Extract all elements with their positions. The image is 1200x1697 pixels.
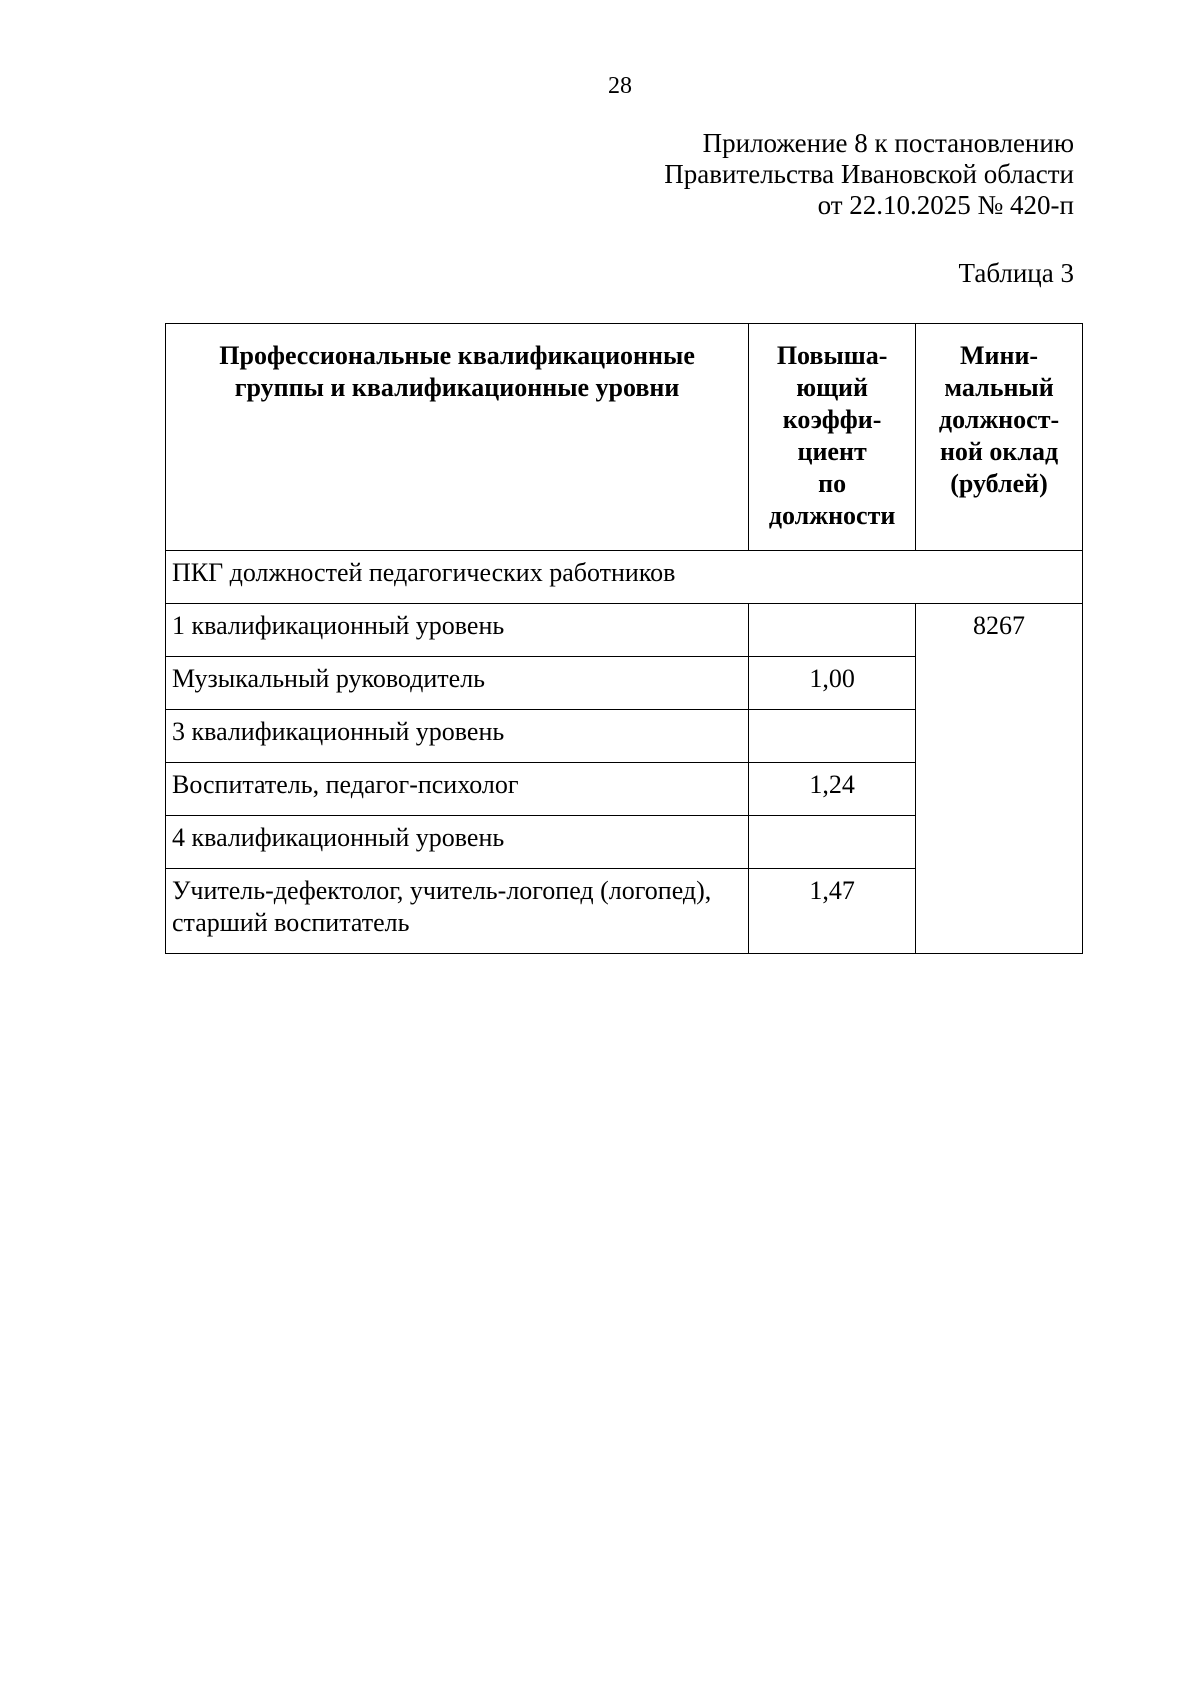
appendix-line-1: Приложение 8 к постановлению (702, 128, 1074, 158)
row-coefficient: 1,47 (749, 869, 916, 954)
row-name: 4 квалификационный уровень (166, 816, 749, 869)
table-label: Таблица 3 (958, 258, 1074, 288)
page-number: 28 (608, 73, 632, 99)
row-name: Воспитатель, педагог-психолог (166, 763, 749, 816)
row-name: 3 квалификационный уровень (166, 710, 749, 763)
header-qualification-groups: Профессиональные квалификационные группы и квалификационные уровни (166, 324, 749, 551)
row-name: 1 квалификационный уровень (166, 604, 749, 657)
table-header-row (166, 324, 1083, 551)
row-coefficient: 1,00 (749, 657, 916, 710)
row-coefficient (749, 710, 916, 763)
group-title-row (166, 551, 1083, 604)
table-row (166, 604, 1083, 657)
row-name: Музыкальный руководитель (166, 657, 749, 710)
appendix-header (664, 128, 1074, 221)
min-salary-cell: 8267 (916, 604, 1083, 954)
appendix-line-2: Правительства Ивановской области (664, 159, 1074, 189)
salary-table (165, 323, 1083, 954)
row-coefficient: 1,24 (749, 763, 916, 816)
row-name: Учитель-дефектолог, учитель-логопед (логопед), старший воспитатель (166, 869, 749, 954)
row-coefficient (749, 604, 916, 657)
header-coefficient: Повыша- ющий коэффи- циент по должности (749, 324, 916, 551)
header-min-salary: Мини- мальный должност- ной оклад (рублей) (916, 324, 1083, 551)
appendix-line-3: от 22.10.2025 № 420-п (817, 190, 1074, 220)
group-title: ПКГ должностей педагогических работников (166, 551, 1083, 604)
row-coefficient (749, 816, 916, 869)
